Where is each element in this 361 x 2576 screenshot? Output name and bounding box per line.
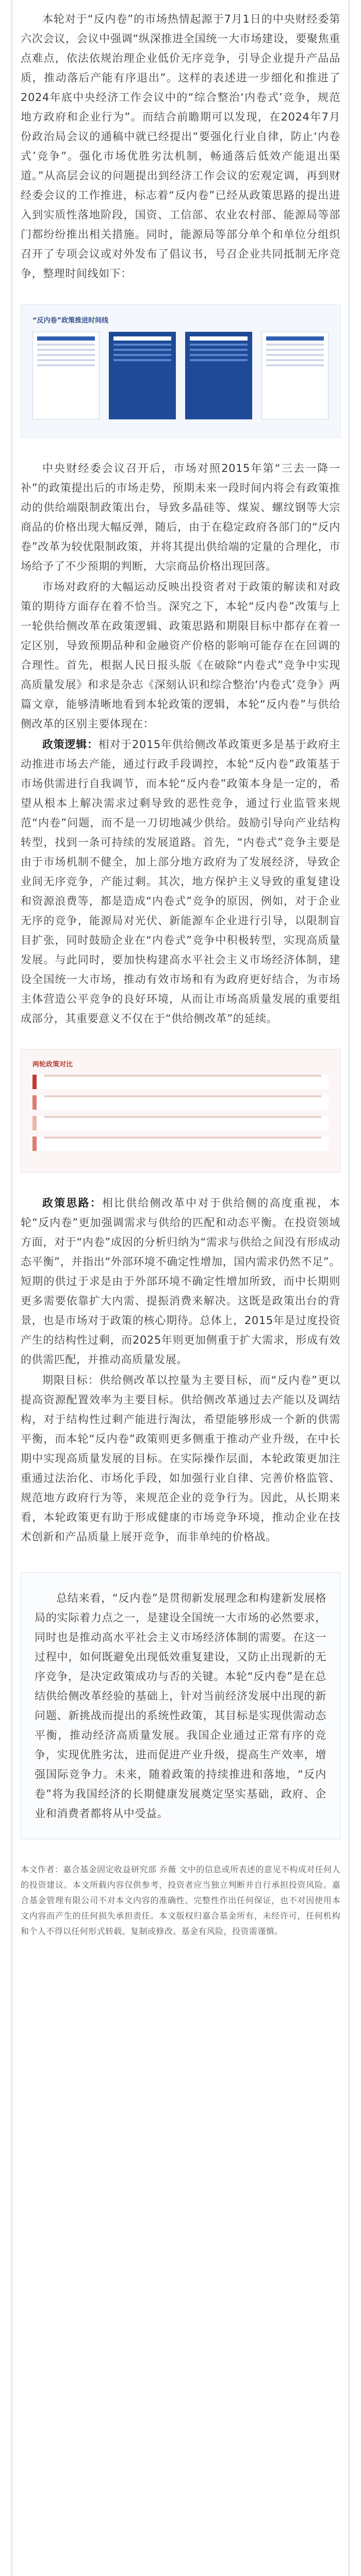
market-paragraph: 中央财经委会议召开后，市场对照2015年第“三去一降一补”的政策提出后的市场走势，预期未来一段时间内将会有政策推动的供给端限制政策出台，导致多晶硅等、煤炭、螺纹钢等大宗商品的价格出现大幅反弹，随后，由于在稳定政府各部门的“反内卷”改革为较优限制政策，并将其提出供给端的定量的合理化，市场给予了不少预期的判断，大宗商品价格出现回落。 (21, 462, 340, 572)
policy-goal-heading: 政策思路： (42, 1197, 102, 1209)
comparison-band (32, 1075, 329, 1089)
article (21, 0, 340, 1970)
comparison-band (32, 1095, 329, 1110)
policy-logic-paragraph (21, 735, 340, 1028)
summary-paragraph: 总结来看，“反内卷”是贯彻新发展理念和构建新发展格局的实际着力点之一，是建设全国统一大市场的必然要求，同时也是推动高水平社会主义市场经济体制的需要。在这一过程中，如何既避免出现低效重复建设，又防止出现新的无序竞争，是决定政策成功与否的关键。本轮“反内卷”是在总结供给侧改革经验的基础上，针对当前经济发展中出现的新问题、新挑战而提出的系统性政策，其目标是实现供需动态平衡，推动经济高质量发展。我国企业通过正常有序的竞争，实现优胜劣汰，进而促进产业升级，提高生产效率，增强国际竞争力。未来，随着政策的持续推进和落地，“反内卷”将为我国经济的长期健康发展奠定坚实基础，政府、企业和消费者都将从中受益。 (35, 1592, 326, 1820)
timeline-figure (21, 304, 340, 438)
comparison-band (32, 1116, 329, 1130)
timeline-card (185, 332, 252, 419)
policy-goal-paragraph (21, 1193, 340, 1369)
intro-paragraph: 本轮对于“反内卷”的市场热情起源于7月1日的中央财经委第六次会议，会议中强调“纵深推进全国统一大市场建设，要聚焦重点难点，依法依规治理企业低价无序竞争，引导企业提升产品品质，推动落后产能有序退出”。这样的表述进一步细化和推进了2024年底中央经济工作会议中的“综合整治‘内卷式’竞争，规范地方政府和企业行为”。而结合前瞻期可以发现，在2024年7月份政治局会议的通稿中就已经提出“要强化行业自律，防止‘内卷式’竞争”。强化市场优胜劣汰机制，畅通落后低效产能退出渠道。”从高层会议的问题提出到经济工作会议的宏观定调，再到财经委会议的工作推进，标志着“反内卷”已经从政策思路的提出进入到实质性落地阶段，国资、工信部、农业农村部、能源局等部门都纷纷推出相关措施。同时，能源局等部分单个和单位分组织召开了专项会议或对外发布了倡议书，号召企业共同抵制无序竞争，整理时间线如下： (21, 13, 340, 280)
policy-goal-text: 相比供给侧改革中对于供给侧的高度重视，本轮“反内卷”更加强调需求与供给的匹配和动态平衡。在投资领域方面，对于“内卷”成因的分析归纳为“需求与供给之间没有形成动态平衡”，并指出“外部环境不确定性增加，国内需求仍然不足”。短期的供过于求是由于外部环境不确定性增加所致，而中长期则更多需要依靠扩大内需、提振消费来解决。这既是政策出台的背景，也是市场对于政策的核心期待。总体上，2015年是过度投资产生的结构性过剩，而2025年则更加侧重于扩大需求，形成有效的供需匹配，并推动高质量发展。 (21, 1197, 341, 1366)
policy-term-paragraph: 期限目标：供给侧改革以控量为主要目标，而“反内卷”更以提高资源配置效率为主要目标。供给侧改革通过去产能以及调结构，对于结构性过剩产能进行淘汰，希望能够形成一个新的供需平衡，而本轮“反内卷”政策则更多侧重于推动产业升级，在中长期中实现高质量发展的目标。在实际操作层面，本轮政策更加注重通过法治化、市场化手段，如加强行业自律、完善价格监管、规范地方政府行为等，来规范企业的竞争行为。因此，从长期来看，本轮政策更有助于形成健康的市场竞争环境，推动企业在技术创新和产品质量上展开竞争，而非单纯的价格战。 (21, 1374, 340, 1543)
disclaimer: 本文作者：嘉合基金固定收益研究部 乔薇 文中的信息或所表述的意见不构成对任何人的投资建议。本文所载内容仅供参考，投资者应当独立判断并自行承担投资风险。嘉合基金管理有限公司不对本文内容的准确性、完整性作出任何保证，也不对因使用本文内容而产生的任何损失承担责任。本文版权归嘉合基金所有，未经许可，任何机构和个人不得以任何形式转载、复制或修改。基金有风险，投资需谨慎。 (21, 1865, 340, 1936)
timeline-card (109, 332, 176, 419)
timeline-figure-title: “反内卷”政策推进时间线 (32, 317, 109, 325)
right-frame-line (349, 0, 350, 2576)
comparison-band (32, 1137, 329, 1151)
policy-logic-text: 相对于2015年供给侧改革政策更多是基于政府主动推进市场去产能，通过行政手段调控，本轮“反内卷”政策基于市场供需进行自我调节，而本轮“反内卷”政策本身是一定的，希望从根本上解决需求过剩导致的恶性竞争，通过行业监管来规范“内卷”问题，而不是一刀切地减少供给。鼓励引导向产业结构转型，找到一条可持续的发展道路。首先，“内卷式”竞争主要是由于市场机制不健全，加上部分地方政府为了发展经济，导致企业间无序竞争，产能过剩。其次，地方保护主义导致的重复建设和资源浪费等，都是造成“内卷式”竞争的原因，例如，对于企业无序的竞争，能源局对光伏、新能源车企业进行引导，以限制盲目扩张，同时鼓励企业在“内卷式”竞争中积极转型，实现高质量发展。与此同时，要加快构建高水平社会主义市场经济体制，建设全国统一大市场，推动有效市场和有为政府更好结合，为市场主体营造公平竞争的良好环境，从而让市场高质量发展的重要组成部分，其重要意义不仅在于“供给侧改革”的延续。 (21, 738, 340, 1025)
comparison-figure (21, 1049, 340, 1173)
timeline-card (32, 332, 100, 419)
left-frame-line (11, 0, 12, 2576)
timeline-card (261, 332, 329, 419)
summary-box (21, 1572, 340, 1839)
policy-logic-heading: 政策逻辑： (42, 738, 99, 751)
comparison-figure-title: 两轮政策对比 (32, 1061, 73, 1069)
difference-paragraph: 市场对政府的大幅运动反映出投资者对于政策的解读和对政策的期待方面存在着不恰当。深究之下，本轮“反内卷”改策与上一轮供给侧改革在政策逻辑、政策思路和期限目标中都存在着一定区别，导致预期品种和金融资产价格的影响可能存在在回调的合理性。首先，根据人民日报头版《在破除“内卷式”竞争中实现高质量发展》和求是杂志《深刻认识和综合整治‘内卷式’竞争》两篇文章，能够清晰地看到本轮政策的逻辑，本轮“反内卷”与供给侧改革的区别主要体现在： (21, 581, 340, 730)
